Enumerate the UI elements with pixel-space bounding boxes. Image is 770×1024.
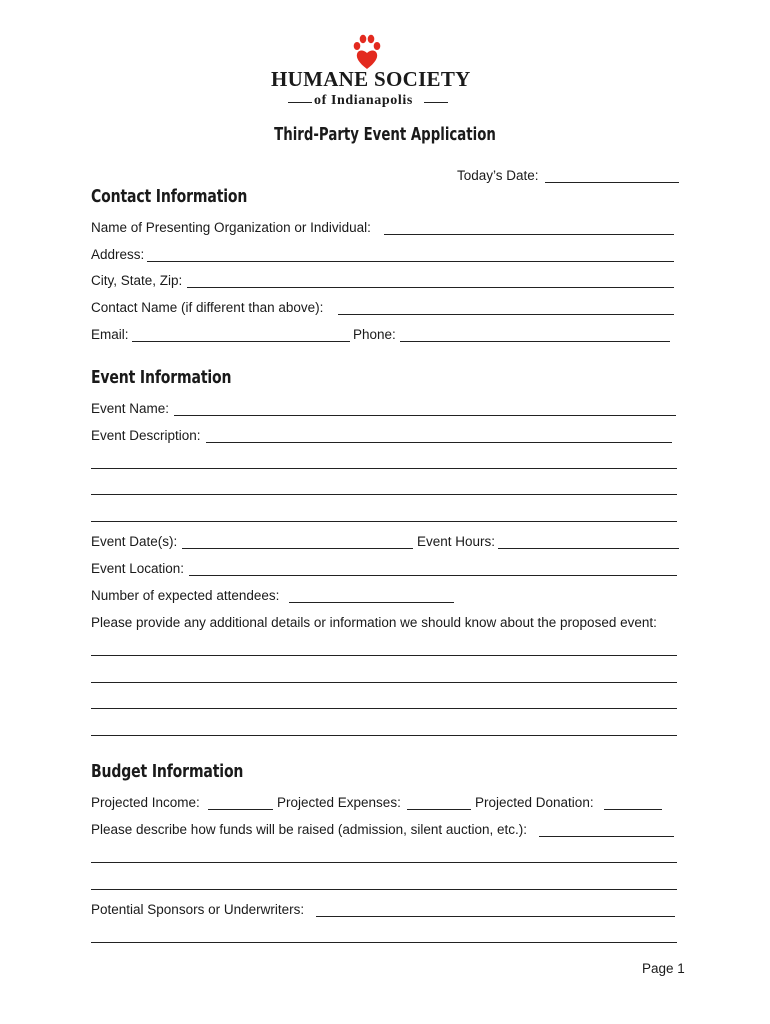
attendees-label: Number of expected attendees:: [91, 588, 280, 603]
event-description-line-2[interactable]: [91, 468, 677, 469]
org-sub-rule-right: [424, 102, 448, 103]
email-line[interactable]: [132, 341, 350, 342]
todays-date-label: Today’s Date:: [457, 168, 539, 183]
contact-name-label: Contact Name (if different than above):: [91, 300, 324, 315]
address-line[interactable]: [147, 261, 674, 262]
todays-date-line[interactable]: [545, 182, 679, 183]
event-description-line-3[interactable]: [91, 494, 677, 495]
event-hours-line[interactable]: [498, 548, 679, 549]
event-description-line[interactable]: [206, 442, 672, 443]
org-subtitle: of Indianapolis: [314, 93, 413, 108]
city-state-zip-line[interactable]: [187, 287, 674, 288]
projected-income-line[interactable]: [208, 809, 273, 810]
event-location-line[interactable]: [189, 575, 677, 576]
event-name-label: Event Name:: [91, 401, 170, 416]
details-label: Please provide any additional details or information we should know about the proposed event:: [91, 615, 657, 630]
event-name-line[interactable]: [174, 415, 676, 416]
event-description-label: Event Description:: [91, 428, 201, 443]
address-label: Address:: [91, 247, 145, 262]
details-line-1[interactable]: [91, 655, 677, 656]
sponsors-label: Potential Sponsors or Underwriters:: [91, 902, 305, 917]
budget-heading: Budget Information: [91, 761, 244, 782]
funds-line[interactable]: [539, 836, 674, 837]
sponsors-line-2[interactable]: [91, 942, 677, 943]
funds-line-3[interactable]: [91, 889, 677, 890]
paw-heart-logo: [351, 34, 383, 70]
phone-line[interactable]: [400, 341, 670, 342]
funds-label: Please describe how funds will be raised (admission, silent auction, etc.):: [91, 822, 527, 837]
org-name: HUMANE SOCIETY: [271, 67, 471, 91]
org-sub-rule-left: [288, 102, 312, 103]
city-state-zip-label: City, State, Zip:: [91, 273, 183, 288]
contact-name-line[interactable]: [338, 314, 674, 315]
projected-expenses-label: Projected Expenses:: [277, 795, 401, 810]
attendees-line[interactable]: [289, 602, 454, 603]
contact-heading: Contact Information: [91, 186, 248, 207]
email-label: Email:: [91, 327, 129, 342]
projected-donation-line[interactable]: [604, 809, 662, 810]
phone-label: Phone:: [353, 327, 396, 342]
sponsors-line[interactable]: [316, 916, 675, 917]
org-name-label: Name of Presenting Organization or Individual:: [91, 220, 371, 235]
event-dates-label: Event Date(s):: [91, 534, 178, 549]
event-heading: Event Information: [91, 367, 232, 388]
details-line-3[interactable]: [91, 708, 677, 709]
org-name-line[interactable]: [384, 234, 674, 235]
todays-date-field[interactable]: [457, 168, 539, 183]
projected-expenses-line[interactable]: [407, 809, 471, 810]
event-dates-line[interactable]: [182, 548, 413, 549]
event-hours-label: Event Hours:: [417, 534, 496, 549]
details-line-2[interactable]: [91, 682, 677, 683]
projected-income-label: Projected Income:: [91, 795, 200, 810]
details-line-4[interactable]: [91, 735, 677, 736]
funds-line-2[interactable]: [91, 862, 677, 863]
event-location-label: Event Location:: [91, 561, 185, 576]
projected-donation-label: Projected Donation:: [475, 795, 594, 810]
page-number: Page 1: [642, 961, 685, 976]
event-description-line-4[interactable]: [91, 521, 677, 522]
page-title: Third-Party Event Application: [274, 124, 496, 145]
